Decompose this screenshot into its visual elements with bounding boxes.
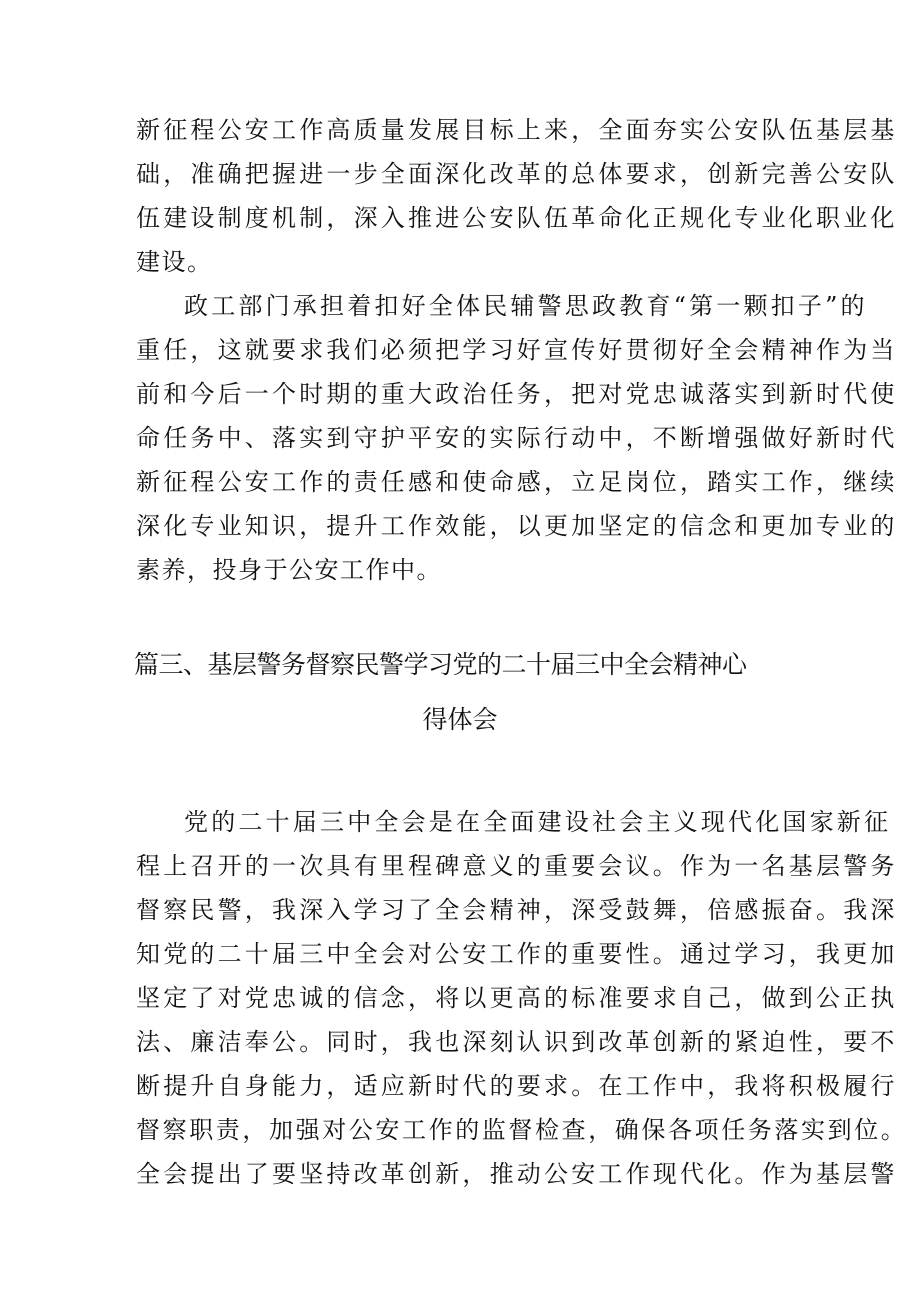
- paragraph3-line-1: 党的二十届三中全会是在全面建设社会主义现代化国家新征: [184, 808, 892, 836]
- paragraph1-line-3: 伍建设制度机制，深入推进公安队伍革命化正规化专业化职业化: [136, 204, 898, 232]
- paragraph2-line-3: 前和今后一个时期的重大政治任务，把对党忠诚落实到新时代使: [136, 380, 898, 408]
- paragraph3-line-9: 全会提出了要坚持改革创新，推动公安工作现代化。作为基层警: [136, 1160, 898, 1188]
- paragraph2-line-7: 素养，投身于公安工作中。: [136, 556, 442, 584]
- section-heading-line-1: 篇三、基层警务督察民警学习党的二十届三中全会精神心: [134, 650, 747, 679]
- paragraph2-line-6: 深化专业知识，提升工作效能，以更加坚定的信念和更加专业的: [136, 512, 898, 540]
- paragraph2-line-1: 政工部门承担着扣好全体民辅警思政教育“第一颗扣子”的: [184, 292, 868, 320]
- paragraph3-line-2: 程上召开的一次具有里程碑意义的重要会议。作为一名基层警务: [136, 852, 898, 880]
- paragraph3-line-4: 知党的二十届三中全会对公安工作的重要性。通过学习，我更加: [136, 940, 898, 968]
- paragraph2-line-4: 命任务中、落实到守护平安的实际行动中，不断增强做好新时代: [136, 424, 898, 452]
- paragraph3-line-3: 督察民警，我深入学习了全会精神，深受鼓舞，倍感振奋。我深: [136, 896, 898, 924]
- paragraph2-line-5: 新征程公安工作的责任感和使命感，立足岗位，踏实工作，继续: [136, 468, 898, 496]
- paragraph1-line-1: 新征程公安工作高质量发展目标上来，全面夯实公安队伍基层基: [136, 116, 898, 144]
- paragraph3-line-6: 法、廉洁奉公。同时，我也深刻认识到改革创新的紧迫性，要不: [136, 1028, 898, 1056]
- section-heading-line-2: 得体会: [422, 705, 498, 734]
- paragraph3-line-7: 断提升自身能力，适应新时代的要求。在工作中，我将积极履行: [136, 1072, 898, 1100]
- paragraph1-line-4: 建设。: [136, 248, 213, 276]
- paragraph1-line-2: 础，准确把握进一步全面深化改革的总体要求，创新完善公安队: [136, 160, 898, 188]
- paragraph2-line-2: 重任，这就要求我们必须把学习好宣传好贯彻好全会精神作为当: [136, 336, 898, 364]
- paragraph3-line-5: 坚定了对党忠诚的信念，将以更高的标准要求自己，做到公正执: [136, 984, 898, 1012]
- paragraph3-line-8: 督察职责，加强对公安工作的监督检查，确保各项任务落实到位。: [136, 1116, 908, 1144]
